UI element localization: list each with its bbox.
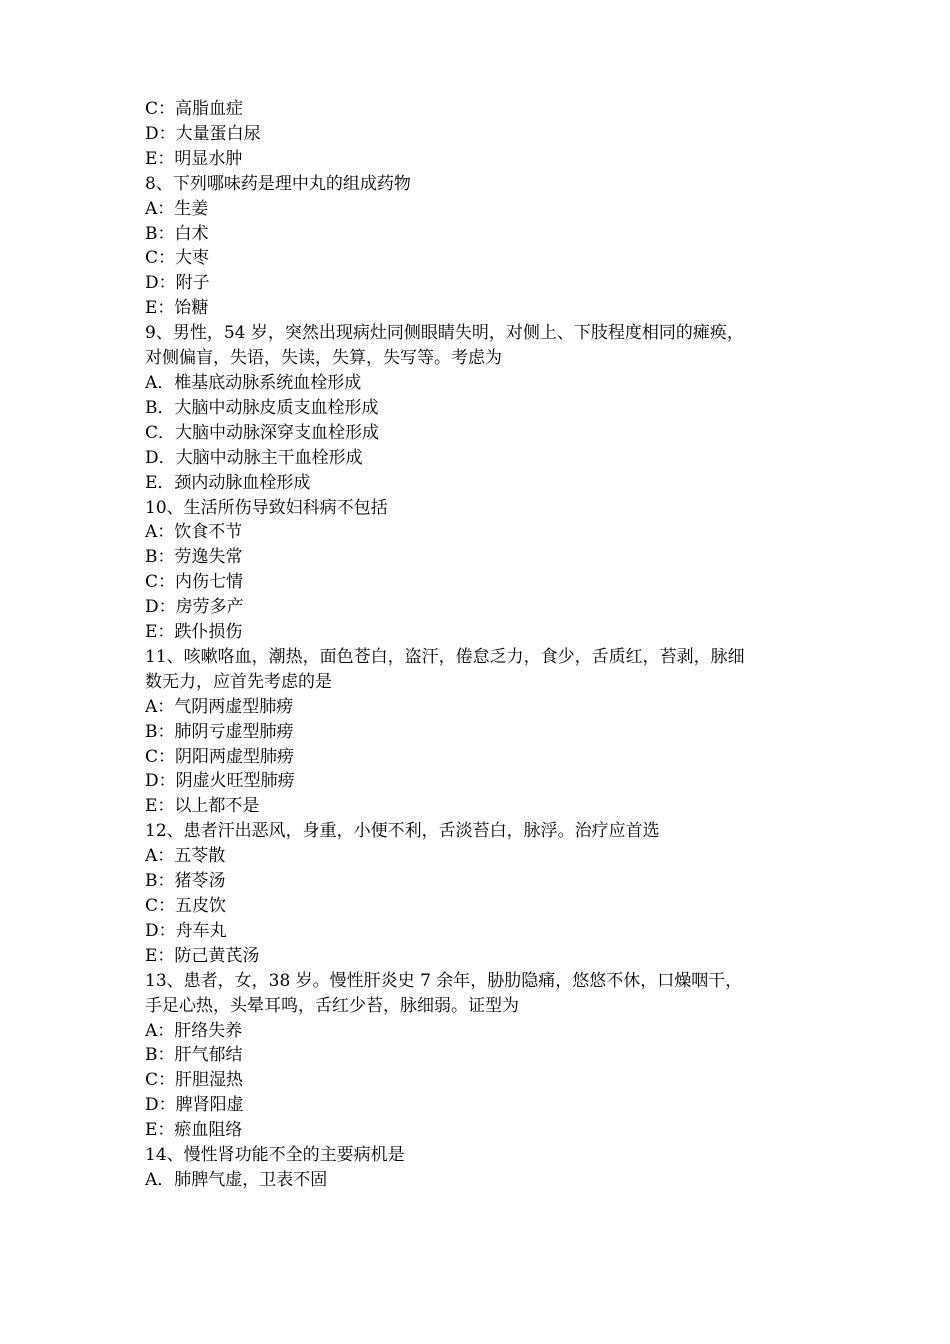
option-line: E：以上都不是 (145, 796, 260, 817)
option-line: C：肝胆湿热 (145, 1070, 244, 1091)
question-line: 13、患者，女，38 岁。慢性肝炎史 7 余年，胁肋隐痛，悠悠不休，口燥咽干， (145, 970, 743, 991)
option-line: B．大脑中动脉皮质支血栓形成 (145, 397, 379, 418)
question-line: 11、咳嗽咯血，潮热，面色苍白，盗汗，倦怠乏力，食少，舌质红，苔剥，脉细 (145, 646, 745, 667)
option-line: A．肺脾气虚，卫表不固 (145, 1169, 328, 1190)
question-line: 14、慢性肾功能不全的主要病机是 (145, 1145, 405, 1166)
option-line: A：五苓散 (145, 846, 226, 867)
option-line: C：大枣 (145, 248, 210, 269)
option-line: C：内伤七情 (145, 572, 244, 593)
question-line: 12、患者汗出恶风，身重，小便不利，舌淡苔白，脉浮。治疗应首选 (145, 821, 660, 842)
question-line: 数无力，应首先考虑的是 (145, 671, 332, 692)
option-line: D：大量蛋白尿 (145, 123, 261, 144)
option-line: A：肝络失养 (145, 1020, 243, 1041)
option-line: D：脾肾阳虚 (145, 1095, 244, 1116)
question-line: 10、生活所伤导致妇科病不包括 (145, 497, 388, 518)
option-line: C．大脑中动脉深穿支血栓形成 (145, 422, 380, 443)
option-line: D：阴虚火旺型肺痨 (145, 771, 295, 792)
document-body (145, 97, 825, 1193)
question-line: 9、男性，54 岁，突然出现病灶同侧眼睛失明，对侧上、下肢程度相同的瘫痪， (145, 323, 744, 344)
option-line: B：肺阴亏虚型肺痨 (145, 721, 294, 742)
question-line: 对侧偏盲，失语，失读，失算，失写等。考虑为 (145, 348, 502, 369)
option-line: B：劳逸失常 (145, 547, 243, 568)
option-line: E：跌仆损伤 (145, 622, 243, 643)
option-line: C：五皮饮 (145, 896, 227, 916)
option-line: E．颈内动脉血栓形成 (145, 472, 311, 493)
option-line: D：房劳多产 (145, 597, 244, 618)
option-line: E：防己黄芪汤 (145, 945, 260, 966)
option-line: A．椎基底动脉系统血栓形成 (145, 372, 362, 393)
option-line: E：瘀血阻络 (145, 1120, 243, 1141)
option-line: B：肝气郁结 (145, 1045, 243, 1066)
option-line: B：白术 (145, 223, 209, 244)
option-line: D：舟车丸 (145, 920, 227, 941)
option-line: A：饮食不节 (145, 522, 243, 543)
question-line: 8、下列哪味药是理中丸的组成药物 (145, 173, 411, 194)
option-line: A：生姜 (145, 198, 209, 219)
option-line: D：附子 (145, 273, 210, 294)
question-line: 手足心热，头晕耳鸣，舌红少苔，脉细弱。证型为 (145, 995, 519, 1016)
option-line: C：高脂血症 (145, 99, 244, 119)
option-line: D．大脑中动脉主干血栓形成 (145, 447, 363, 468)
option-line: B：猪苓汤 (145, 871, 226, 892)
option-line: E：饴糖 (145, 298, 209, 319)
option-line: A：气阴两虚型肺痨 (145, 696, 294, 717)
option-line: C：阴阳两虚型肺痨 (145, 746, 295, 767)
option-line: E：明显水肿 (145, 148, 243, 169)
